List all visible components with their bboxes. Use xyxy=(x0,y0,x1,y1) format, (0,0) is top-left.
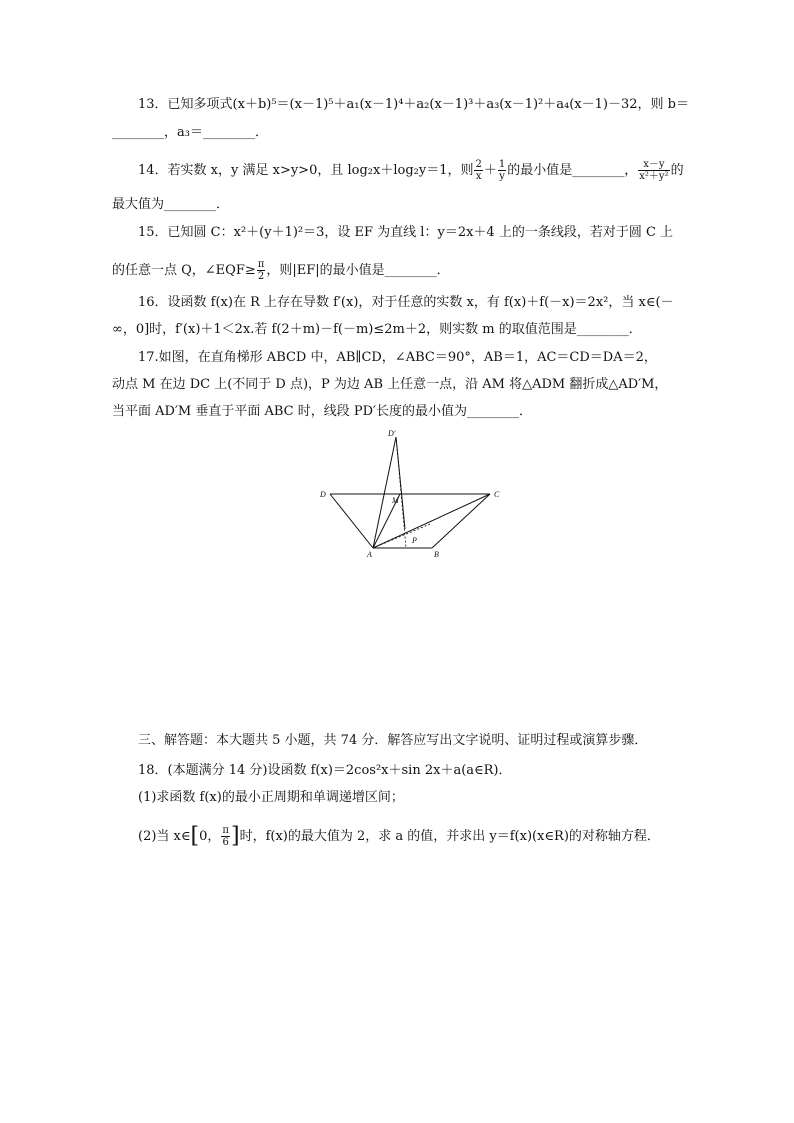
left-bracket: [ xyxy=(190,823,200,849)
q18-sub2 xyxy=(138,825,660,848)
q14-frac-1-over-y xyxy=(498,159,506,182)
q14-frac-ratio xyxy=(638,159,669,182)
q14-line1 xyxy=(138,159,684,182)
q18-frac-den: 6 xyxy=(222,837,229,848)
label-M: M xyxy=(392,496,399,505)
q14-f3-den: x²＋y² xyxy=(639,171,669,182)
label-D: D xyxy=(320,490,326,499)
q14-f1-den: x xyxy=(475,171,482,182)
label-P: P xyxy=(412,536,417,545)
q15-line2 xyxy=(112,259,450,282)
q18-interval-left: 0， xyxy=(199,829,221,844)
diagonal-AC xyxy=(373,494,490,548)
q14-frac-2-over-x xyxy=(474,159,482,182)
q15-frac-num: π xyxy=(257,259,265,270)
q17-line2: 动点 M 在边 DC 上(不同于 D 点)，P 为边 AB 上任意一点，沿 AM 将△ADM 翻折成△AD′M， xyxy=(112,377,668,392)
q18-frac-num: π xyxy=(222,825,229,836)
q13-line2: ________，a₃＝________． xyxy=(112,125,268,140)
label-B: B xyxy=(434,550,439,559)
edge-DA xyxy=(330,494,373,548)
edge-BC xyxy=(432,494,490,548)
q14-f3-num: x－y xyxy=(638,159,669,171)
edge-AD1 xyxy=(373,437,396,548)
q15-frac-pi-over-2 xyxy=(257,259,266,282)
q14-f2-den: y xyxy=(499,171,505,182)
q14-text-a: 14．若实数 x，y 满足 x>y>0，且 log₂x＋log₂y＝1，则 xyxy=(138,163,474,178)
q14-text-b: 的最小值是________， xyxy=(507,163,638,178)
q18-line1: 18．(本题满分 14 分)设函数 f(x)＝2cos²x＋sin 2x＋a(a∈R)． xyxy=(138,763,512,778)
trapezoid-figure xyxy=(310,425,510,565)
q18-text-a: (2)当 x∈ xyxy=(138,829,191,844)
q18-text-b: 时，f(x)的最大值为 2，求 a 的值，并求出 y＝f(x)(x∈R)的对称轴方程． xyxy=(239,829,660,844)
label-C: C xyxy=(494,490,500,499)
label-A: A xyxy=(367,550,372,559)
q13-line1: 13．已知多项式(x＋b)⁵＝(x－1)⁵＋a₁(x－1)⁴＋a₂(x－1)³＋a₃(x－1)²＋a₄(x－1)－32，则 b＝ xyxy=(138,97,689,112)
q18-sub1: (1)求函数 f(x)的最小正周期和单调递增区间； xyxy=(138,790,404,805)
q14-text-c: 的 xyxy=(670,163,684,178)
section3-heading: 三、解答题：本大题共 5 小题，共 74 分．解答应写出文字说明、证明过程或演算步骤． xyxy=(138,733,648,748)
q17-line3: 当平面 AD′M 垂直于平面 ABC 时，线段 PD′长度的最小值为________． xyxy=(112,404,532,419)
q15-line1: 15．已知圆 C：x²＋(y＋1)²＝3，设 EF 为直线 l：y＝2x＋4 上的一条线段，若对于圆 C 上 xyxy=(138,225,674,240)
q14-f2-num: 1 xyxy=(498,159,506,170)
label-D-prime: D′ xyxy=(388,429,396,438)
q15-text-a: 的任意一点 Q，∠EQF≥ xyxy=(112,263,256,278)
q18-frac-pi-over-6 xyxy=(221,825,230,848)
q16-line1: 16．设函数 f(x)在 R 上存在导数 f′(x)，对于任意的实数 x，有 f(x)＋f(－x)＝2x²，当 x∈(－ xyxy=(138,295,674,310)
right-bracket: ] xyxy=(230,823,240,849)
q14-f1-num: 2 xyxy=(475,159,482,170)
dashed-AM xyxy=(373,524,430,548)
q15-frac-den: 2 xyxy=(257,271,265,282)
q16-line2: ∞，0]时，f′(x)＋1＜2x.若 f(2＋m)－f(－m)≤2m＋2，则实数 m 的取值范围是________． xyxy=(112,322,642,337)
q15-text-b: ，则|EF|的最小值是________． xyxy=(266,263,450,278)
q14-plus: ＋ xyxy=(483,163,497,178)
q14-line2: 最大值为________． xyxy=(112,197,230,212)
q17-line1: 17.如图，在直角梯形 ABCD 中，AB∥CD，∠ABC＝90°，AB＝1，AC＝CD＝DA＝2， xyxy=(138,350,657,365)
